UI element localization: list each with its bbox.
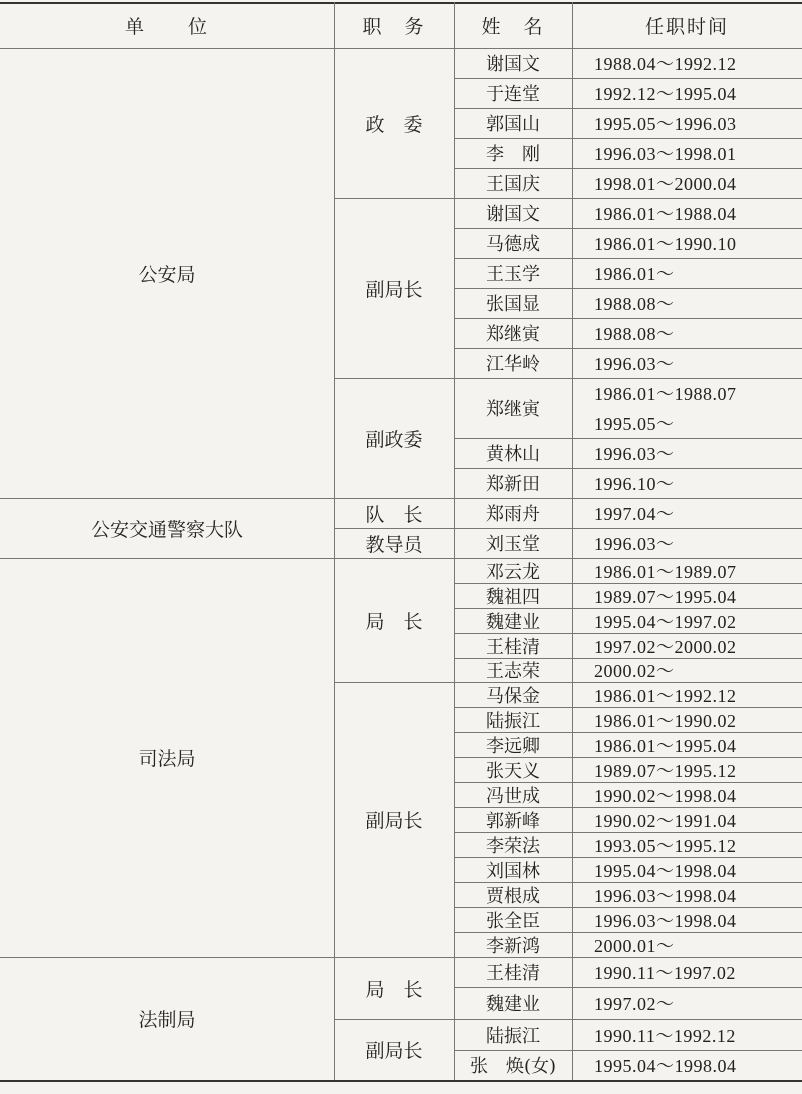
term-of-office: 1986.01～1988.04 — [594, 204, 737, 224]
term-of-office: 1988.08～ — [594, 324, 675, 344]
person-name: 谢国文 — [486, 204, 540, 225]
term-of-office: 1986.01～1990.02 — [594, 710, 737, 731]
person-name: 冯世成 — [486, 785, 540, 807]
person-name: 郑新田 — [486, 474, 540, 495]
person-name: 陆振江 — [486, 1025, 540, 1047]
person-name: 马德成 — [486, 234, 540, 255]
person-name: 郭国山 — [486, 114, 540, 135]
term-of-office: 1986.01～ — [594, 264, 675, 284]
term-of-office: 1990.11～1992.12 — [594, 1025, 736, 1046]
person-name: 黄林山 — [486, 444, 540, 465]
term-of-office: 1986.01～1995.04 — [594, 735, 737, 756]
header-position: 职 务 — [362, 15, 426, 38]
person-name: 王国庆 — [486, 174, 540, 195]
position-title: 副局长 — [365, 810, 423, 832]
person-name: 王志荣 — [486, 661, 540, 682]
row-divider — [0, 2, 802, 4]
person-name: 李 刚 — [486, 144, 540, 165]
term-of-office: 1996.03～1998.04 — [594, 885, 737, 906]
term-of-office: 1986.01～1990.10 — [594, 234, 737, 254]
header-name: 姓 名 — [481, 15, 545, 38]
person-name: 陆振江 — [486, 710, 540, 732]
person-name: 郑雨舟 — [486, 504, 540, 525]
person-name: 李荣法 — [486, 835, 540, 857]
unit-name: 公安交通警察大队 — [90, 518, 243, 541]
person-name: 魏建业 — [486, 611, 540, 633]
position-title: 政 委 — [365, 113, 423, 136]
term-of-office: 1997.04～ — [594, 504, 675, 524]
term-of-office: 1989.07～1995.04 — [594, 586, 737, 607]
term-of-office: 1988.04～1992.12 — [594, 54, 737, 74]
term-of-office: 1996.03～ — [594, 354, 675, 374]
person-name: 郑继寅 — [486, 399, 540, 420]
term-of-office: 1990.02～1998.04 — [594, 785, 737, 806]
term-of-office: 1996.03～1998.04 — [594, 910, 737, 931]
term-of-office: 1995.04～1997.02 — [594, 611, 737, 632]
term-of-office: 1989.07～1995.12 — [594, 760, 737, 781]
header-unit: 单 位 — [124, 15, 209, 38]
person-name: 王桂清 — [486, 636, 540, 658]
term-of-office: 1992.12～1995.04 — [594, 84, 737, 104]
term-of-office: 1990.02～1991.04 — [594, 810, 737, 831]
person-name: 王玉学 — [486, 264, 540, 285]
person-name: 郭新峰 — [486, 810, 540, 832]
term-of-office: 1998.01～2000.04 — [594, 174, 737, 194]
term-of-office: 1996.10～ — [594, 474, 675, 494]
row-divider — [0, 1080, 802, 1082]
term-of-office: 1986.01～1992.12 — [594, 685, 737, 706]
term-of-office — [572, 378, 802, 438]
term-of-office: 1997.02～ — [594, 994, 675, 1014]
term-of-office: 1993.05～1995.12 — [594, 835, 737, 856]
term-of-office: 2000.02～ — [594, 661, 675, 681]
person-name: 王桂清 — [486, 963, 540, 984]
unit-name: 司法局 — [138, 748, 196, 770]
person-name: 刘国林 — [486, 860, 540, 882]
term-of-office: 1995.04～1998.04 — [594, 1056, 737, 1076]
term-of-office: 1995.05～1996.03 — [594, 114, 737, 134]
person-name: 江华岭 — [486, 354, 540, 375]
unit-name: 公安局 — [138, 263, 196, 286]
person-name: 贾根成 — [486, 885, 540, 907]
person-name: 张天义 — [486, 760, 540, 782]
term-of-office: 1995.04～1998.04 — [594, 860, 737, 881]
person-name: 李远卿 — [486, 735, 540, 757]
person-name: 郑继寅 — [486, 324, 540, 345]
person-name: 张国显 — [486, 294, 540, 315]
position-title: 副局长 — [365, 278, 423, 301]
person-name: 李新鸿 — [486, 935, 540, 957]
position-title: 队 长 — [365, 503, 423, 526]
person-name: 马保金 — [486, 685, 540, 707]
unit-name: 法制局 — [138, 1009, 196, 1031]
header-term: 任职时间 — [644, 15, 729, 38]
term-of-office: 1996.03～ — [594, 534, 675, 554]
person-name: 张全臣 — [486, 910, 540, 932]
term-of-office: 1990.11～1997.02 — [594, 963, 736, 983]
person-name: 邓云龙 — [486, 561, 540, 583]
position-title: 副局长 — [365, 1040, 423, 1062]
position-title: 教导员 — [365, 533, 423, 556]
position-title: 局 长 — [365, 978, 423, 1001]
person-name: 张 焕(女) — [469, 1056, 557, 1077]
term-of-office: 1986.01～1989.07 — [594, 561, 737, 582]
position-title: 局 长 — [365, 610, 423, 633]
term-of-office-line: 1995.05～ — [594, 414, 675, 434]
term-of-office: 1996.03～1998.01 — [594, 144, 737, 164]
position-title: 副政委 — [365, 428, 423, 451]
person-name: 刘玉堂 — [486, 534, 540, 555]
term-of-office: 1996.03～ — [594, 444, 675, 464]
term-of-office: 1997.02～2000.02 — [594, 636, 737, 657]
person-name: 于连堂 — [486, 84, 540, 105]
person-name: 魏祖四 — [486, 586, 540, 608]
person-name: 魏建业 — [486, 994, 540, 1015]
term-of-office-line: 1986.01～1988.07 — [594, 384, 737, 404]
term-of-office: 2000.01～ — [594, 935, 675, 956]
term-of-office: 1988.08～ — [594, 294, 675, 314]
person-name: 谢国文 — [486, 54, 540, 75]
